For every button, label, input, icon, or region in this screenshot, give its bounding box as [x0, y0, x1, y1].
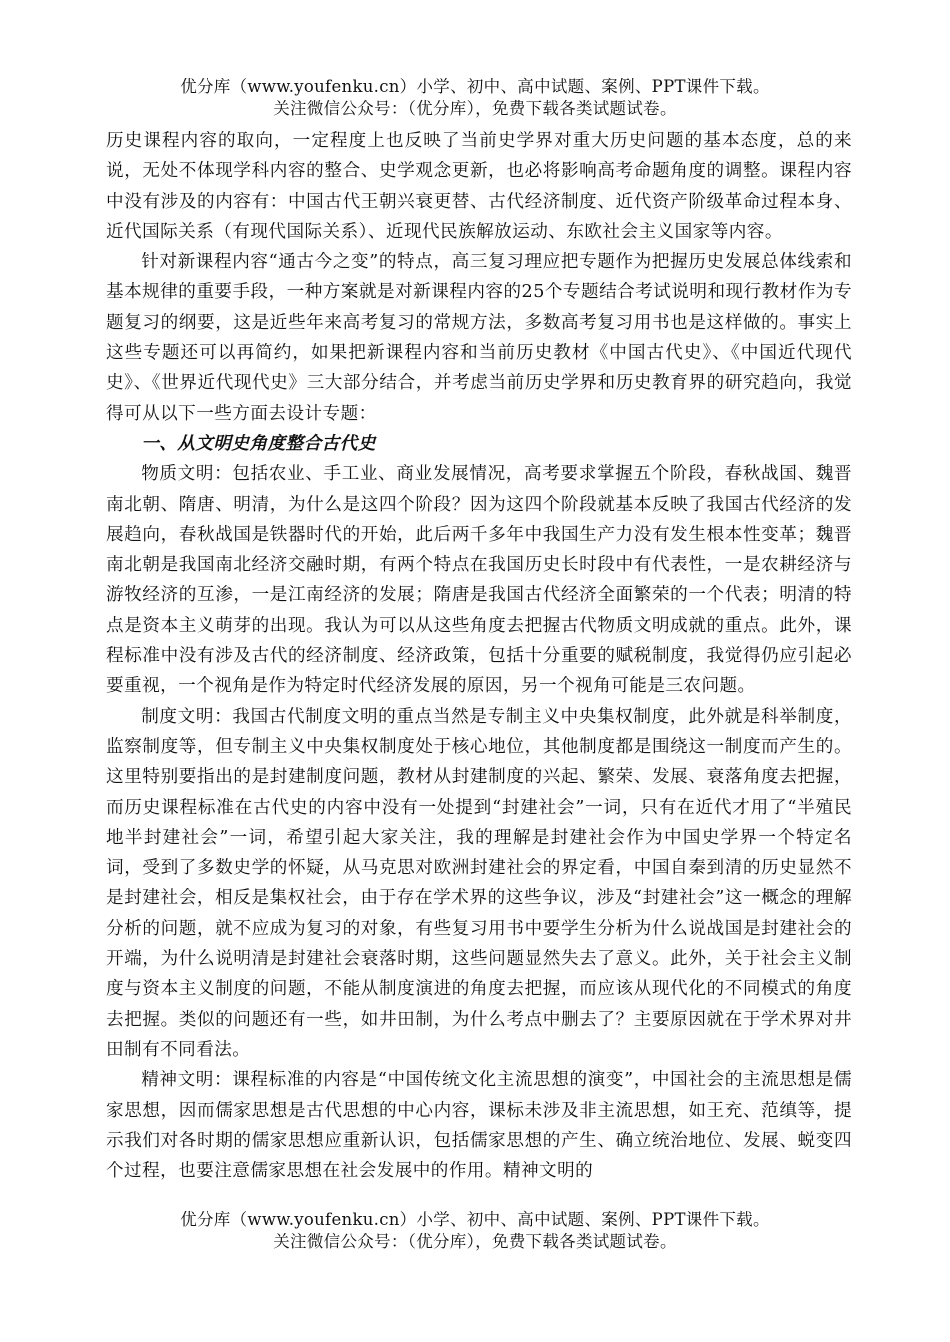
footer-line-2: 关注微信公众号：（优分库），免费下载各类试题试卷。	[273, 1232, 677, 1251]
footer-line-1: 优分库（www.youfenku.cn）小学、初中、高中试题、案例、PPT课件下载。	[180, 1210, 770, 1229]
header-line-1: 优分库（www.youfenku.cn）小学、初中、高中试题、案例、PPT课件下载。	[180, 77, 770, 96]
paragraph-spiritual-civilization: 精神文明：课程标准的内容是“中国传统文化主流思想的演变”，中国社会的主流思想是儒家思想，因而儒家思想是古代思想的中心内容，课标未涉及非主流思想，如王充、范缜等，提示我们对各时期的儒家思想应重新认识，包括儒家思想的产生、确立统治地位、发展、蜕变四个过程，也要注意儒家思想在社会发展中的作用。精神文明的	[106, 1070, 852, 1182]
paragraph-institutional-civilization: 制度文明：我国古代制度文明的重点当然是专制主义中央集权制度，此外就是科举制度，监察制度等，但专制主义中央集权制度处于核心地位，其他制度都是围绕这一制度而产生的。这里特别要指出的是封建制度问题，教材从封建制度的兴起、繁荣、发展、衰落角度去把握，而历史课程标准在古代史的内容中没有一处提到“封建社会”一词，只有在近代才用了“半殖民地半封建社会”一词，希望引起大家关注，我的理解是封建社会作为中国史学界一个特定名词，受到了多数史学的怀疑，从马克思对欧洲封建社会的界定看，中国自秦到清的历史显然不是封建社会，相反是集权社会，由于存在学术界的这些争议，涉及“封建社会”这一概念的理解分析的问题，就不应成为复习的对象，有些复习用书中要学生分析为什么说战国是封建社会的开端，为什么说明清是封建社会衰落时期，这些问题显然失去了意义。此外，关于社会主义制度与资本主义制度的问题，不能从制度演进的角度去把握，而应该从现代化的不同模式的角度去把握。类似的问题还有一些，如井田制，为什么考点中删去了？主要原因就在于学术界对井田制有不同看法。	[106, 706, 852, 1060]
section-heading: 一、从文明史角度整合古代史	[141, 432, 376, 454]
document-body	[106, 126, 852, 1186]
paragraph-material-civilization: 物质文明：包括农业、手工业、商业发展情况，高考要求掌握五个阶段，春秋战国、魏晋南北朝、隋唐、明清，为什么是这四个阶段？因为这四个阶段就基本反映了我国古代经济的发展趋向，春秋战国是铁器时代的开始，此后两千多年中我国生产力没有发生根本性变革；魏晋南北朝是我国南北经济交融时期，有两个特点在我国历史长时段中有代表性，一是农耕经济与游牧经济的互渗，一是江南经济的发展；隋唐是我国古代经济全面繁荣的一个代表；明清的特点是资本主义萌芽的出现。我认为可以从这些角度去把握古代物质文明成就的重点。此外，课程标准中没有涉及古代的经济制度、经济政策，包括十分重要的赋税制度，我觉得仍应引起必要重视，一个视角是作为特定时代经济发展的原因，另一个视角可能是三农问题。	[106, 464, 852, 697]
header-line-2: 关注微信公众号：（优分库），免费下载各类试题试卷。	[273, 99, 677, 118]
paragraph-2: 针对新课程内容“通古今之变”的特点，高三复习理应把专题作为把握历史发展总体线索和基本规律的重要手段，一种方案就是对新课程内容的25个专题结合考试说明和现行教材作为专题复习的纲要，这是近些年来高考复习的常规方法，多数高考复习用书也是这样做的。事实上这些专题还可以再简约，如果把新课程内容和当前历史教材《中国古代史》、《中国近代现代史》、《世界近代现代史》三大部分结合，并考虑当前历史学界和历史教育界的研究趋向，我觉得可从以下一些方面去设计专题：	[106, 252, 852, 424]
page-header	[0, 76, 950, 120]
paragraph-1: 历史课程内容的取向，一定程度上也反映了当前史学界对重大历史问题的基本态度，总的来说，无处不体现学科内容的整合、史学观念更新，也必将影响高考命题角度的调整。课程内容中没有涉及的内容有：中国古代王朝兴衰更替、古代经济制度、近代资产阶级革命过程本身、近代国际关系（有现代国际关系）、近现代民族解放运动、东欧社会主义国家等内容。	[106, 131, 852, 242]
page-footer	[0, 1209, 950, 1253]
